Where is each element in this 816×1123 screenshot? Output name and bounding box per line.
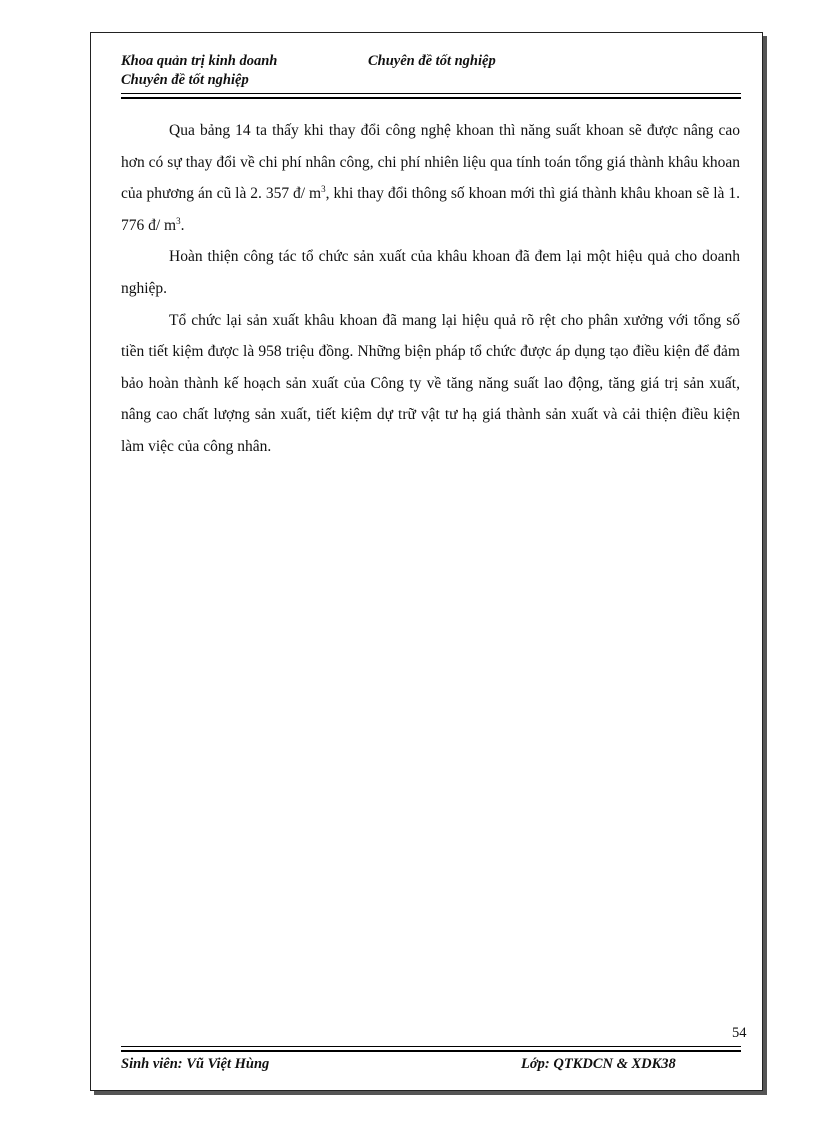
header-subtitle: Chuyên đề tốt nghiệp (121, 72, 249, 88)
footer-student: Sinh viên: Vũ Việt Hùng (121, 1056, 270, 1072)
page-footer (121, 1056, 741, 1073)
header-title: Chuyên đề tốt nghiệp (368, 53, 496, 69)
document-body (121, 115, 740, 463)
paragraph-1 (121, 115, 740, 241)
superscript-cubic-2: 3 (176, 215, 181, 226)
page-header (121, 52, 741, 90)
paragraph-1-text-a: Qua bảng 14 ta thấy khi thay đổi công nghệ khoan thì năng suất khoan sẽ được nâng cao hơn có sự thay đổi về chi phí nhân công, chi phí nhiên liệu qua tính toán tổng giá thành khâu khoan của phương án cũ là 2. 357 đ/ m (121, 122, 740, 203)
footer-rule (121, 1046, 741, 1052)
header-rule (121, 93, 741, 99)
header-faculty: Khoa quản trị kinh doanh (121, 53, 278, 69)
paragraph-3: Tổ chức lại sản xuất khâu khoan đã mang lại hiệu quả rõ rệt cho phân xưởng với tổng số tiền tiết kiệm được là 958 triệu đồng. Những biện pháp tổ chức được áp dụng tạo điều kiện để đảm bảo hoàn thành kế hoạch sản xuất của Công ty về tăng năng suất lao động, tăng giá trị sản xuất, nâng cao chất lượng sản xuất, tiết kiệm dự trữ vật tư hạ giá thành sản xuất và cải thiện điều kiện làm việc của công nhân. (121, 311, 740, 455)
paragraph-2: Hoàn thiện công tác tổ chức sản xuất của khâu khoan đã đem lại một hiệu quả cho doanh nghiệp. (121, 248, 740, 297)
paragraph-1-text-b: , khi thay đổi thông số khoan mới thì giá thành khâu khoan sẽ là 1. 776 đ/ m (121, 185, 740, 234)
paragraph-1-end: . (180, 216, 185, 234)
footer-class: Lớp: QTKDCN & XDK38 (521, 1056, 676, 1072)
superscript-cubic-1: 3 (321, 184, 326, 195)
page-number: 54 (732, 1025, 747, 1041)
